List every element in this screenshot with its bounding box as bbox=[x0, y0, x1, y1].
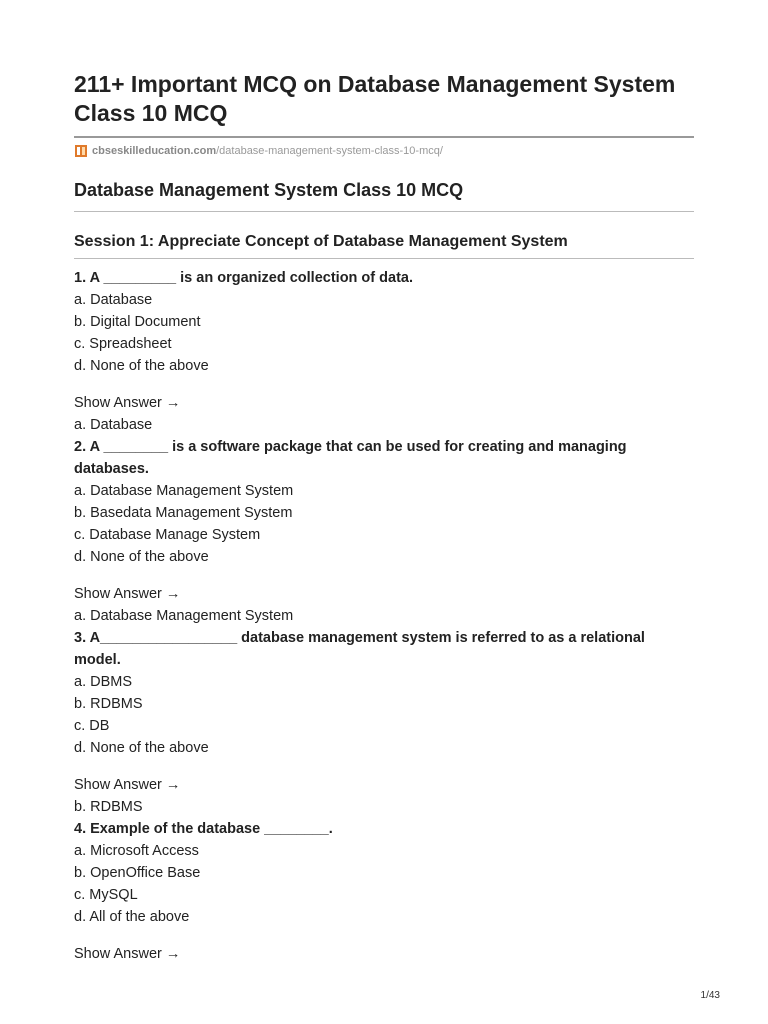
option: d. None of the above bbox=[74, 740, 209, 756]
question-text: 1. A _________ is an organized collection of data. bbox=[74, 270, 413, 286]
option: a. Database bbox=[74, 292, 153, 308]
page-title: 211+ Important MCQ on Database Management System Class 10 MCQ bbox=[74, 71, 676, 126]
question-block bbox=[74, 267, 694, 436]
source-path[interactable]: /database-management-system-class-10-mcq/ bbox=[216, 145, 443, 157]
show-answer-toggle[interactable]: Show Answer → bbox=[74, 777, 181, 793]
question-text: 4. Example of the database ________. bbox=[74, 821, 333, 837]
page-number: 1/43 bbox=[700, 990, 720, 1001]
question-block bbox=[74, 818, 694, 965]
source-link[interactable] bbox=[74, 143, 694, 159]
session-divider bbox=[74, 258, 694, 259]
option: d. None of the above bbox=[74, 358, 209, 374]
option: b. Basedata Management System bbox=[74, 505, 293, 521]
option: c. MySQL bbox=[74, 887, 138, 903]
option: c. Spreadsheet bbox=[74, 336, 172, 352]
option: d. None of the above bbox=[74, 549, 209, 565]
option: c. DB bbox=[74, 718, 110, 734]
show-answer-toggle[interactable]: Show Answer → bbox=[74, 395, 181, 411]
section-heading: Database Management System Class 10 MCQ bbox=[74, 180, 464, 200]
session-heading: Session 1: Appreciate Concept of Database Management System bbox=[74, 233, 568, 250]
show-answer-toggle[interactable]: Show Answer → bbox=[74, 586, 181, 602]
show-answer-toggle[interactable]: Show Answer → bbox=[74, 946, 181, 962]
option: d. All of the above bbox=[74, 909, 190, 925]
option: c. Database Manage System bbox=[74, 527, 261, 543]
option: a. DBMS bbox=[74, 674, 133, 690]
question-block bbox=[74, 436, 694, 627]
source-site[interactable]: cbseskilleducation.com bbox=[92, 145, 217, 157]
option: b. Digital Document bbox=[74, 314, 201, 330]
option: b. RDBMS bbox=[74, 696, 143, 712]
question-block bbox=[74, 627, 694, 818]
document-page bbox=[74, 70, 694, 965]
option: a. Database Management System bbox=[74, 483, 294, 499]
option: a. Microsoft Access bbox=[74, 843, 199, 859]
answer-text: b. RDBMS bbox=[74, 799, 143, 815]
option: b. OpenOffice Base bbox=[74, 865, 201, 881]
section-divider bbox=[74, 211, 694, 212]
answer-text: a. Database bbox=[74, 417, 153, 433]
question-text: 3. A_________________ database management system is referred to as a relational model. bbox=[74, 630, 645, 668]
question-text: 2. A ________ is a software package that can be used for creating and managing databases. bbox=[74, 439, 627, 477]
question-list bbox=[74, 267, 694, 965]
favicon-icon bbox=[74, 144, 88, 158]
title-divider bbox=[74, 136, 694, 138]
answer-text: a. Database Management System bbox=[74, 608, 294, 624]
